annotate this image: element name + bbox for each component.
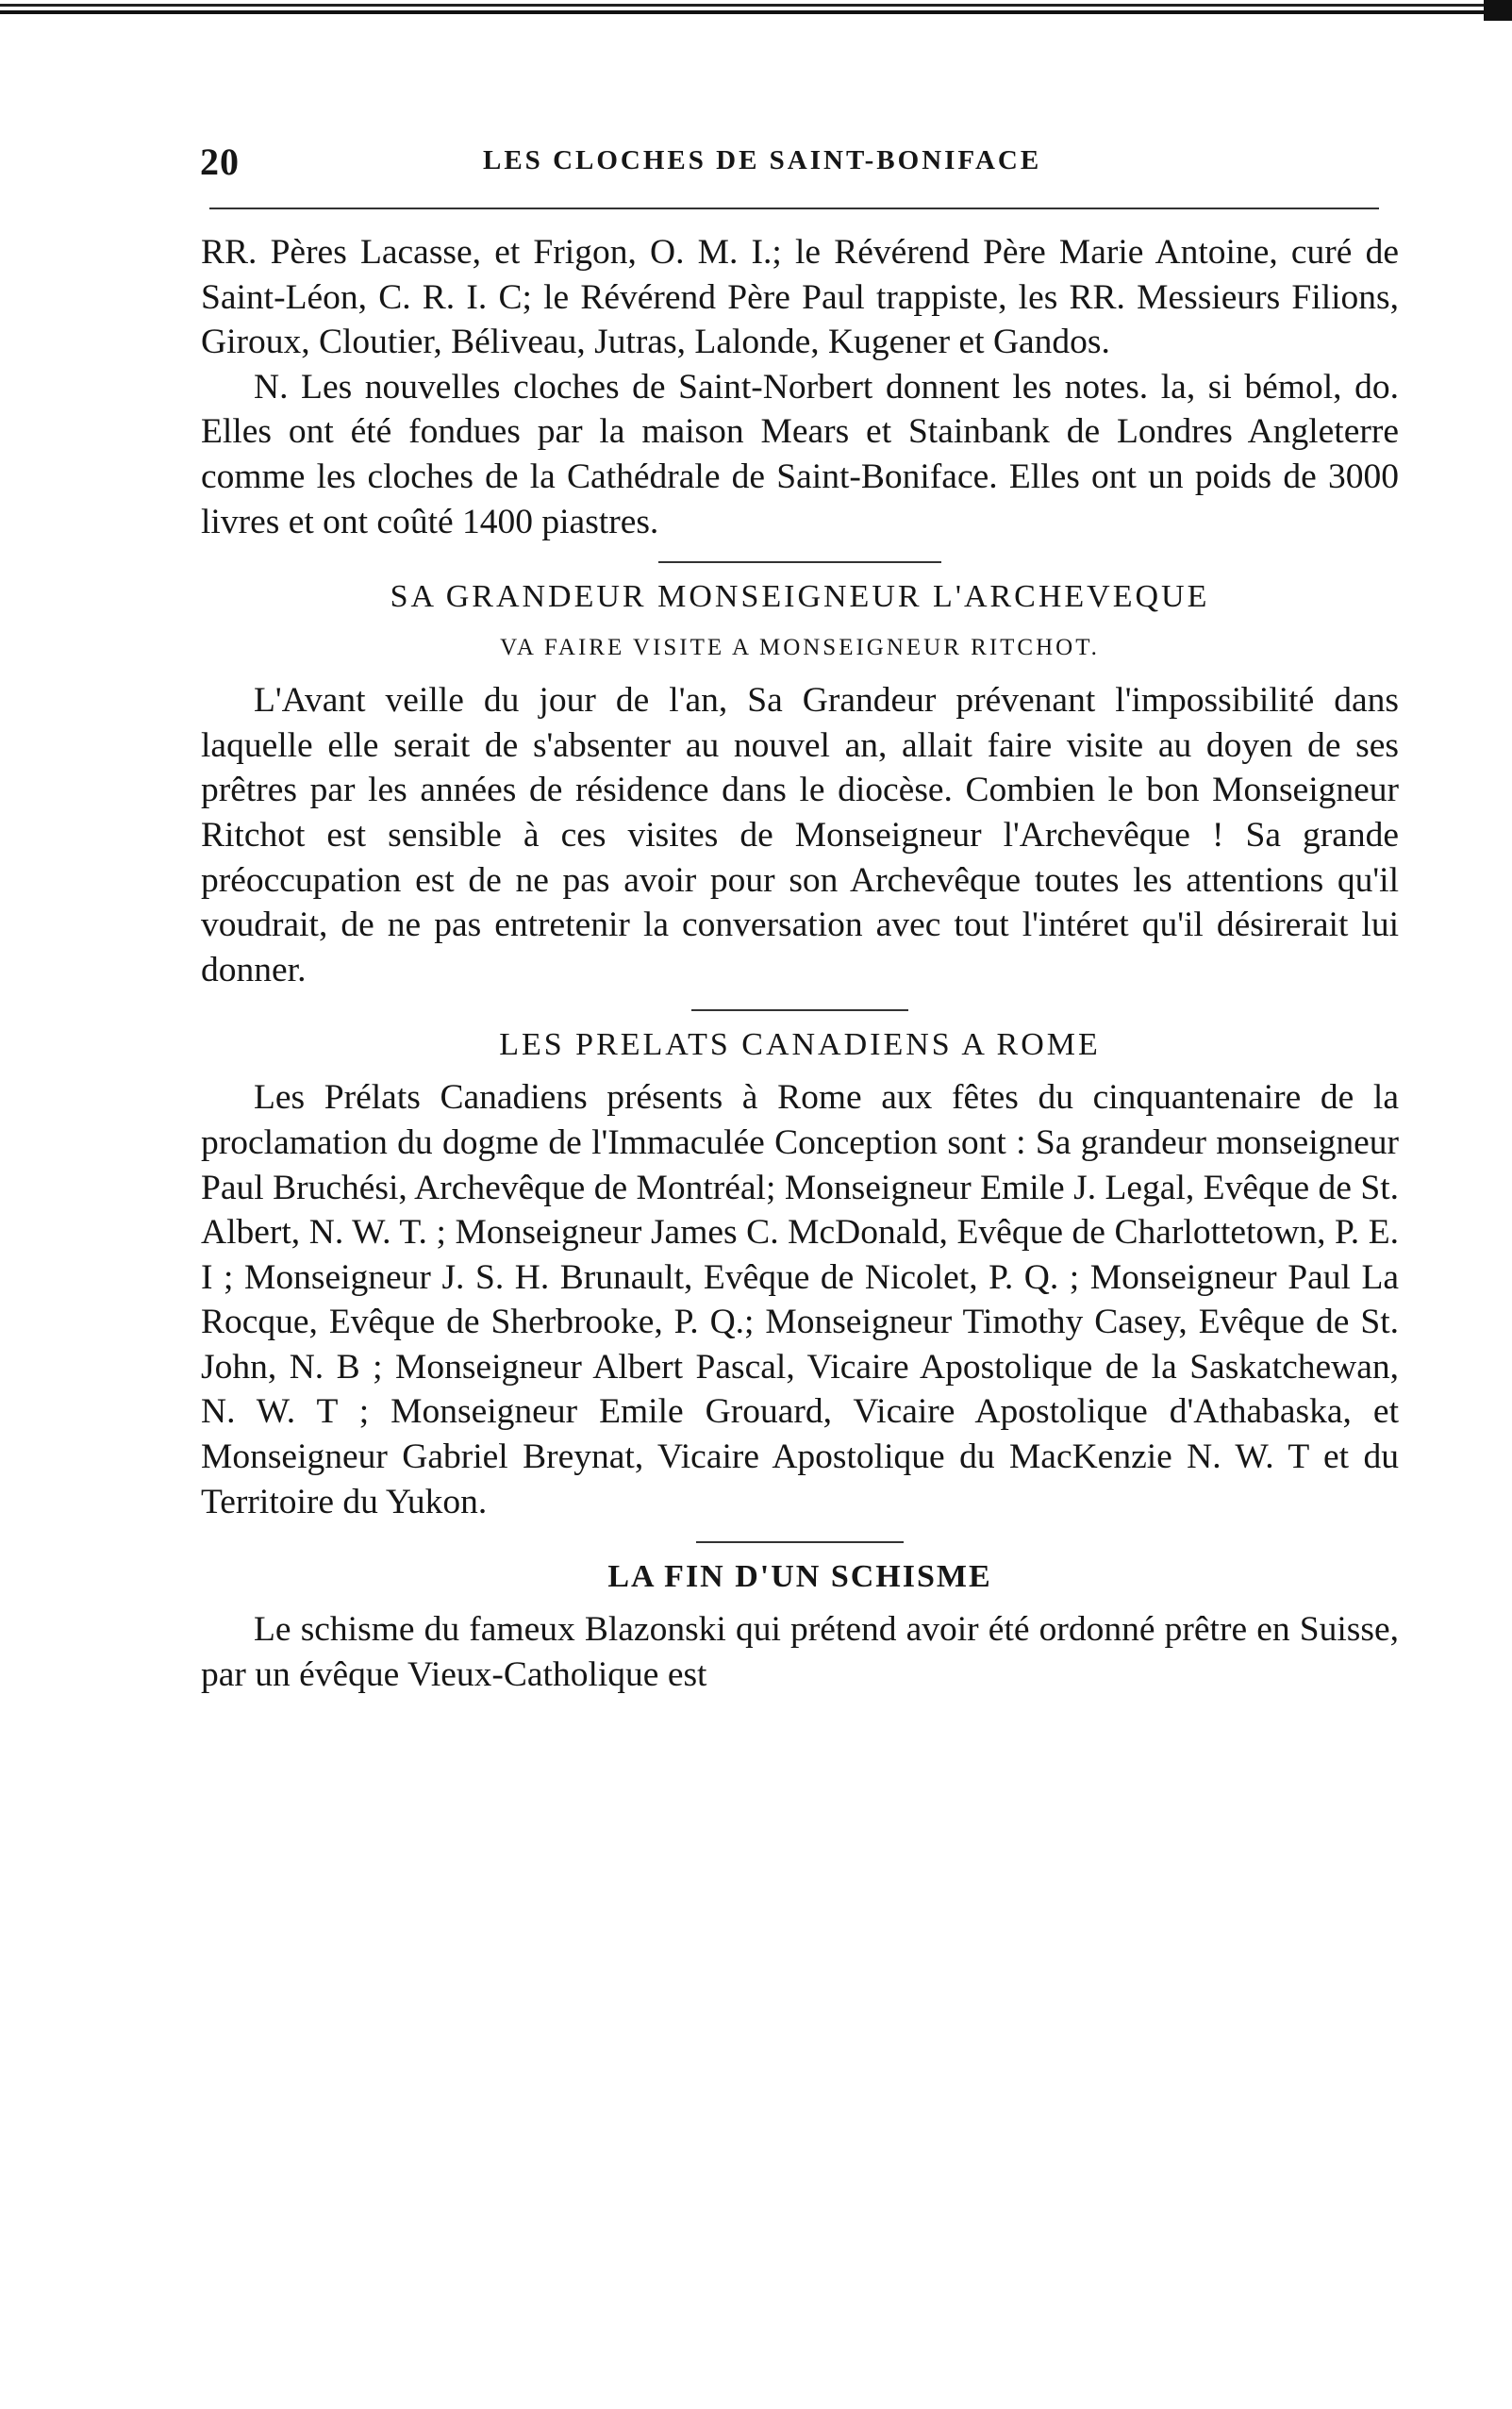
header-rule: [209, 208, 1379, 209]
section-divider: [696, 1541, 904, 1543]
paragraph-schisme: Le schisme du fameux Blazonski qui prétend avoir été ordonné prêtre en Suisse, par un évêque Vieux-Catholique est: [201, 1610, 1399, 1694]
top-rule-corner: [1484, 0, 1512, 21]
top-edge-rule: [0, 0, 1512, 21]
section-title-prelats: LES PRELATS CANADIENS A ROME: [499, 1027, 1101, 1063]
page-number: 20: [200, 141, 240, 183]
page-body: [201, 230, 1399, 1697]
paragraph-prelats: Les Prélats Canadiens présents à Rome aux fêtes du cinquantenaire de la proclamation du dogme de l'Immaculée Conception sont : Sa grandeur monseigneur Paul Bruchési, Archevêque de Montréal; Monseigneur Emile J. Legal, Evêque de St. Albert, N. W. T. ; Monseigneur James C. McDonald, Evêque de Charlottetown, P. E. I ; Monseigneur J. S. H. Brunault, Evêque de Nicolet, P. Q. ; Monseigneur Paul La Rocque, Evêque de Sherbrooke, P. Q.; Monseigneur Timothy Casey, Evêque de St. John, N. B ; Monseigneur Albert Pascal, Vicaire Apostolique de la Saskatchewan, N. W. T ; Monseigneur Emile Grouard, Vicaire Apostolique d'Athabaska, et Monseigneur Gabriel Breynat, Vicaire Apostolique du MacKenzie N. W. T et du Territoire du Yukon.: [201, 1078, 1399, 1521]
section-title-archeveque: SA GRANDEUR MONSEIGNEUR L'ARCHEVEQUE: [390, 579, 1210, 615]
section-divider: [691, 1009, 908, 1011]
top-rule-thick: [0, 10, 1512, 14]
section-title-schisme: LA FIN D'UN SCHISME: [607, 1559, 992, 1595]
running-title: LES CLOCHES DE SAINT-BONIFACE: [483, 145, 1042, 175]
page-header: [200, 140, 1409, 187]
top-rule-thin: [0, 4, 1512, 7]
section-subtitle-archeveque: VA FAIRE VISITE A MONSEIGNEUR RITCHOT.: [500, 635, 1100, 661]
paragraph-bells: N. Les nouvelles cloches de Saint-Norbert donnent les notes. la, si bémol, do. Elles ont été fondues par la maison Mears et Stainbank de Londres Angleterre comme les cloches de la Cathédrale de Saint-Boniface. Elles ont un poids de 3000 livres et ont coûté 1400 piastres.: [201, 367, 1399, 541]
paragraph-archeveque: L'Avant veille du jour de l'an, Sa Grandeur prévenant l'impossibilité dans laquelle elle serait de s'absenter au nouvel an, allait faire visite au doyen de ses prêtres par les années de résidence dans le diocèse. Combien le bon Monseigneur Ritchot est sensible à ces visites de Monseigneur l'Archevêque ! Sa grande préoccupation est de ne pas avoir pour son Archevêque toutes les attentions qu'il voudrait, de ne pas entretenir la conversation avec tout l'intéret qu'il désirerait lui donner.: [201, 681, 1399, 989]
paragraph-continued: RR. Pères Lacasse, et Frigon, O. M. I.; le Révérend Père Marie Antoine, curé de Saint-Léon, C. R. I. C; le Révérend Père Paul trappiste, les RR. Messieurs Filions, Giroux, Cloutier, Béliveau, Jutras, Lalonde, Kugener et Gandos.: [201, 233, 1399, 362]
section-divider: [658, 561, 941, 563]
